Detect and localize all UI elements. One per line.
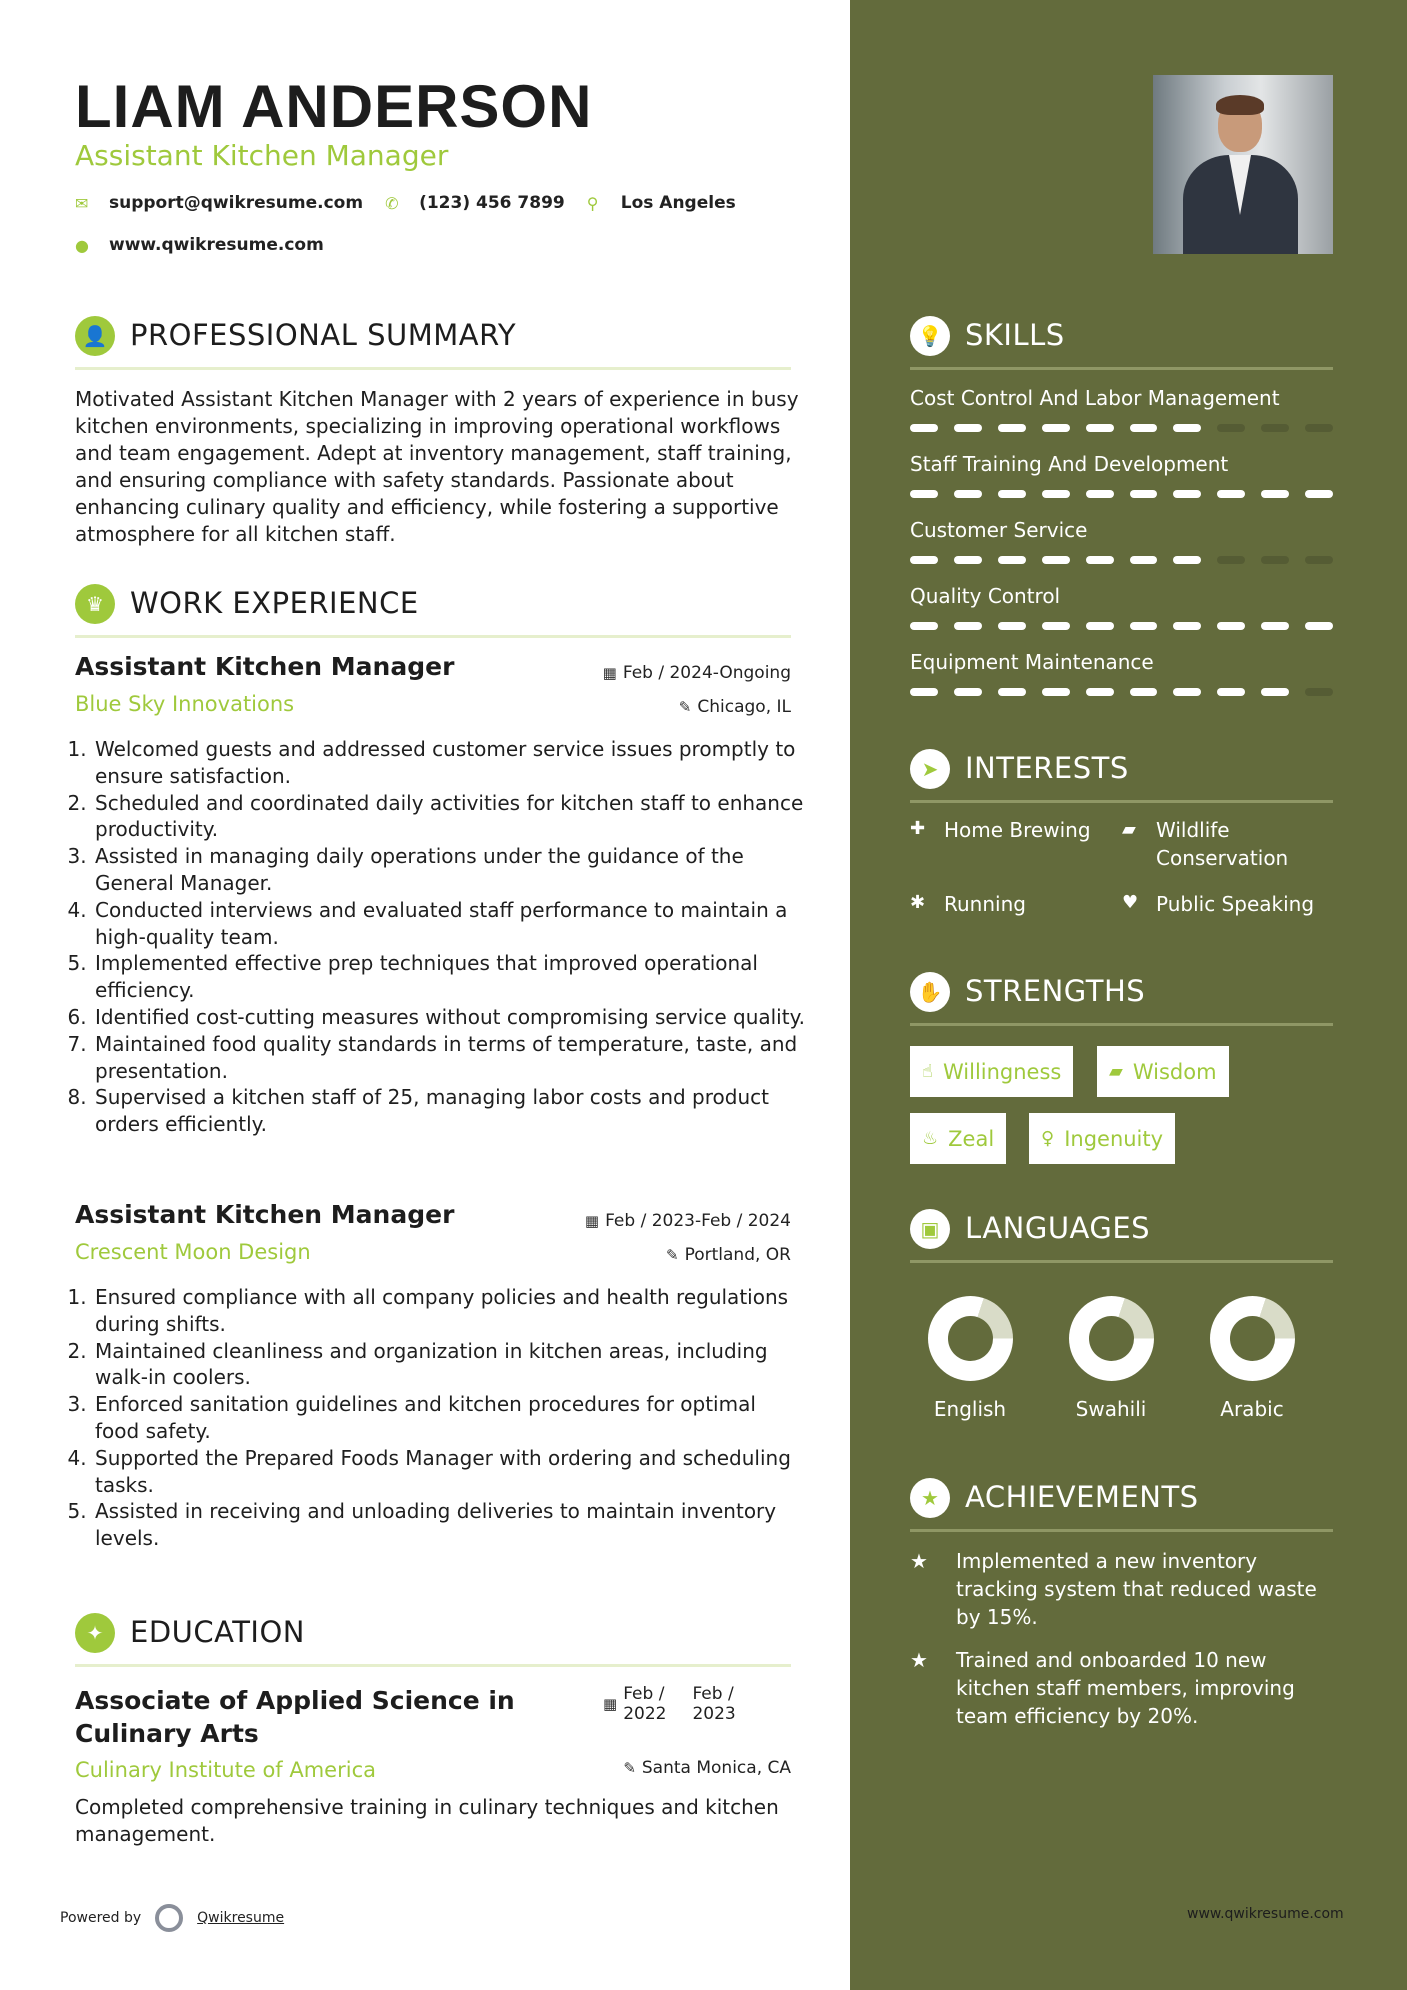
interest-item	[1122, 892, 1314, 916]
book-icon: ▰	[1109, 1061, 1123, 1082]
pushpin-icon: ✎	[623, 1759, 636, 1777]
language-item	[1041, 1296, 1181, 1421]
skill-item	[910, 584, 1333, 630]
skill-segment	[1305, 490, 1333, 498]
interest-label-line: Wildlife	[1156, 818, 1230, 842]
skill-segment	[954, 490, 982, 498]
skill-segment	[1217, 556, 1245, 564]
job-date	[585, 1211, 791, 1231]
interest-item	[910, 892, 1026, 916]
lightbulb-icon: ♀	[1041, 1128, 1055, 1149]
skill-segment	[1305, 556, 1333, 564]
list-item: 2. Maintained cleanliness and organization in kitchen areas, including walk-in coolers.	[93, 1338, 805, 1392]
date-end-line: Feb /	[692, 1684, 734, 1704]
phone[interactable]: (123) 456 7899	[419, 193, 565, 213]
language-level-ring	[1069, 1296, 1154, 1381]
skill-item	[910, 452, 1333, 498]
skill-segment	[1261, 622, 1289, 630]
strength-tag	[1029, 1113, 1175, 1164]
skill-segment	[954, 688, 982, 696]
skills-heading	[910, 310, 1333, 370]
date-end	[692, 1684, 735, 1724]
brand-link[interactable]: Qwikresume	[197, 1910, 285, 1926]
languages-heading-label: LANGUAGES	[965, 1211, 1151, 1245]
envelope-icon: ✉	[75, 193, 89, 213]
website-row	[75, 235, 346, 255]
skill-segment	[910, 556, 938, 564]
skill-segment	[1086, 622, 1114, 630]
language-level-ring	[1210, 1296, 1295, 1381]
skill-segment	[1086, 490, 1114, 498]
skill-name: Customer Service	[910, 518, 1088, 542]
list-item: 4. Supported the Prepared Foods Manager with ordering and scheduling tasks.	[93, 1445, 805, 1499]
globe-icon: ●	[75, 235, 89, 255]
skill-segment	[910, 688, 938, 696]
interest-label: Public Speaking	[1156, 892, 1315, 916]
skill-segment	[1042, 688, 1070, 696]
skill-level-bar	[910, 688, 1333, 696]
language-item	[1182, 1296, 1322, 1421]
job-date-text: Feb / 2024-Ongoing	[622, 663, 791, 683]
skill-segment	[910, 490, 938, 498]
skill-segment	[1261, 490, 1289, 498]
paw-icon: ✱	[910, 892, 926, 913]
achievement-text: Implemented a new inventory tracking system that reduced waste by 15%.	[956, 1549, 1317, 1629]
strengths-heading-label: STRENGTHS	[965, 974, 1146, 1008]
skill-name: Equipment Maintenance	[910, 650, 1154, 674]
skill-segment	[1217, 622, 1245, 630]
skill-level-bar	[910, 622, 1333, 630]
pushpin-icon: ✎	[666, 1246, 679, 1264]
list-item: 1. Welcomed guests and addressed customer service issues promptly to ensure satisfaction.	[93, 736, 805, 790]
map-pin-icon: ⚲	[586, 193, 599, 213]
job-bullets	[75, 1284, 805, 1552]
skill-segment	[954, 622, 982, 630]
achievement-item	[910, 1646, 1340, 1730]
job-date	[603, 663, 791, 683]
language-card-icon: ▣	[910, 1209, 950, 1249]
interest-item	[910, 818, 1091, 842]
achievements-heading	[910, 1472, 1333, 1532]
education-date	[603, 1684, 736, 1724]
language-name: English	[933, 1397, 1007, 1421]
interest-label: Home Brewing	[944, 818, 1091, 842]
language-level-ring	[928, 1296, 1013, 1381]
book-icon: ▰	[1122, 819, 1136, 840]
skill-segment	[1086, 688, 1114, 696]
skill-segment	[1173, 622, 1201, 630]
skill-segment	[1173, 688, 1201, 696]
interest-label-line: Conservation	[1156, 846, 1289, 870]
thumbs-up-icon: ☝	[922, 1061, 933, 1082]
interests-heading	[910, 743, 1333, 803]
achievement-text: Trained and onboarded 10 new kitchen staff members, improving team efficiency by 20%.	[956, 1648, 1295, 1728]
profile-photo	[1153, 75, 1333, 254]
skill-segment	[1217, 490, 1245, 498]
skill-item	[910, 386, 1333, 432]
skill-segment	[1305, 688, 1333, 696]
qwikresume-logo-icon	[155, 1904, 183, 1932]
footer-credit	[60, 1904, 284, 1932]
skill-level-bar	[910, 490, 1333, 498]
achievement-item	[910, 1547, 1340, 1631]
job-title: Assistant Kitchen Manager	[75, 652, 455, 681]
skill-segment	[954, 556, 982, 564]
strengths-heading	[910, 966, 1333, 1026]
school-location-text: Santa Monica, CA	[641, 1758, 791, 1778]
list-item: 3. Assisted in managing daily operations under the guidance of the General Manager.	[93, 843, 805, 897]
skill-segment	[998, 556, 1026, 564]
skills-heading-label: SKILLS	[965, 318, 1065, 352]
summary-heading-label: PROFESSIONAL SUMMARY	[130, 318, 517, 352]
degree-line: Associate of Applied Science in	[75, 1686, 515, 1715]
candidate-name: LIAM ANDERSON	[75, 73, 593, 140]
email[interactable]: support@qwikresume.com	[109, 193, 364, 213]
star-icon: ★	[910, 1549, 928, 1573]
skill-segment	[998, 490, 1026, 498]
summary-heading	[75, 310, 791, 370]
company-name: Crescent Moon Design	[75, 1240, 311, 1264]
strength-label: Wisdom	[1132, 1059, 1217, 1084]
star-icon: ★	[910, 1648, 928, 1672]
skill-segment	[1305, 424, 1333, 432]
skill-name: Cost Control And Labor Management	[910, 386, 1280, 410]
skill-segment	[910, 424, 938, 432]
hand-icon: ✋	[910, 972, 950, 1012]
calendar-icon: ▦	[603, 1695, 618, 1713]
list-item: 5. Implemented effective prep techniques that improved operational efficiency.	[93, 950, 805, 1004]
job-title: Assistant Kitchen Manager	[75, 1200, 455, 1229]
summary-text: Motivated Assistant Kitchen Manager with 2 years of experience in busy kitchen environments, specializing in improving operational workflows and team engagement. Adept at inventory management, staff training, and ensuring compliance with safety standards. Passionate about enhancing culinary quality and efficiency, while fostering a supportive atmosphere for all kitchen staff.	[75, 387, 799, 546]
interest-item	[1122, 816, 1288, 872]
website[interactable]: www.qwikresume.com	[109, 235, 324, 255]
skill-segment	[1217, 424, 1245, 432]
skill-segment	[1261, 688, 1289, 696]
location: Los Angeles	[620, 193, 736, 213]
skill-segment	[1173, 556, 1201, 564]
education-heading	[75, 1607, 791, 1667]
list-item: 4. Conducted interviews and evaluated staff performance to maintain a high-quality team.	[93, 897, 805, 951]
strength-tag	[1097, 1046, 1229, 1097]
job-date-text: Feb / 2023-Feb / 2024	[605, 1211, 791, 1231]
skill-segment	[1217, 688, 1245, 696]
skill-name: Quality Control	[910, 584, 1061, 608]
skill-segment	[998, 424, 1026, 432]
skill-segment	[998, 688, 1026, 696]
chair-icon: ♛	[75, 584, 115, 624]
paper-plane-icon: ➤	[910, 749, 950, 789]
heartbeat-icon: ♥	[1122, 892, 1139, 913]
experience-heading	[75, 578, 791, 638]
list-item: 1. Ensured compliance with all company policies and health regulations during shifts.	[93, 1284, 805, 1338]
calendar-icon: ▦	[584, 1212, 600, 1230]
skill-segment	[1042, 556, 1070, 564]
strength-tag	[910, 1113, 1006, 1164]
skill-name: Staff Training And Development	[910, 452, 1229, 476]
footer-website[interactable]: www.qwikresume.com	[1187, 1906, 1344, 1922]
job-location	[666, 1245, 791, 1265]
languages-heading	[910, 1203, 1333, 1263]
language-name: Swahili	[1075, 1397, 1147, 1421]
skill-segment	[1130, 688, 1158, 696]
calendar-icon: ▦	[602, 664, 617, 682]
skill-level-bar	[910, 556, 1333, 564]
fire-icon: ♨	[922, 1128, 939, 1149]
date-end-line: 2023	[692, 1704, 736, 1724]
list-item: 5. Assisted in receiving and unloading deliveries to maintain inventory levels.	[93, 1498, 805, 1552]
user-icon: 👤	[75, 316, 115, 356]
skill-level-bar	[910, 424, 1333, 432]
interests-heading-label: INTERESTS	[965, 751, 1129, 785]
experience-heading-label: WORK EXPERIENCE	[130, 586, 419, 620]
language-item	[900, 1296, 1040, 1421]
interest-label	[1156, 816, 1288, 872]
skill-segment	[1042, 490, 1070, 498]
skill-segment	[1261, 424, 1289, 432]
education-description: Completed comprehensive training in culinary techniques and kitchen management.	[75, 1795, 779, 1846]
school-location	[623, 1758, 791, 1778]
job-location-text: Portland, OR	[684, 1245, 791, 1265]
list-item: 6. Identified cost-cutting measures without compromising service quality.	[93, 1004, 805, 1031]
school-name: Culinary Institute of America	[75, 1758, 376, 1782]
skill-item	[910, 518, 1333, 564]
strength-tag	[910, 1046, 1073, 1097]
strength-label: Zeal	[948, 1126, 995, 1151]
skill-segment	[1130, 622, 1158, 630]
interest-label: Running	[944, 892, 1026, 916]
skill-segment	[998, 622, 1026, 630]
lightbulb-icon: 💡	[910, 316, 950, 356]
skill-segment	[1130, 424, 1158, 432]
star-icon: ★	[910, 1478, 950, 1518]
skill-segment	[1173, 424, 1201, 432]
skill-segment	[1130, 490, 1158, 498]
list-item: 3. Enforced sanitation guidelines and kitchen procedures for optimal food safety.	[93, 1391, 805, 1445]
list-item: 2. Scheduled and coordinated daily activities for kitchen staff to enhance productivity.	[93, 790, 805, 844]
achievements-heading-label: ACHIEVEMENTS	[965, 1480, 1199, 1514]
list-item: 8. Supervised a kitchen staff of 25, managing labor costs and product orders efficiently.	[93, 1084, 805, 1138]
date-start-line: 2022	[623, 1704, 667, 1724]
contact-row	[75, 193, 758, 213]
date-start-line: Feb /	[623, 1684, 665, 1704]
skill-segment	[1042, 622, 1070, 630]
job-location	[679, 697, 791, 717]
puzzle-icon: ✚	[910, 818, 926, 839]
phone-icon: ✆	[385, 193, 399, 213]
degree	[75, 1684, 515, 1750]
skill-segment	[1130, 556, 1158, 564]
powered-by-label: Powered by	[60, 1910, 142, 1926]
list-item: 7. Maintained food quality standards in terms of temperature, taste, and presentation.	[93, 1031, 805, 1085]
skill-segment	[1305, 622, 1333, 630]
skill-segment	[1173, 490, 1201, 498]
language-name: Arabic	[1220, 1397, 1284, 1421]
skill-segment	[954, 424, 982, 432]
skill-segment	[1086, 424, 1114, 432]
education-heading-label: EDUCATION	[130, 1615, 306, 1649]
skill-item	[910, 650, 1333, 696]
candidate-title: Assistant Kitchen Manager	[75, 139, 449, 172]
skill-segment	[1086, 556, 1114, 564]
job-location-text: Chicago, IL	[697, 697, 791, 717]
skill-segment	[1261, 556, 1289, 564]
company-name: Blue Sky Innovations	[75, 692, 295, 716]
skill-segment	[1042, 424, 1070, 432]
degree-line: Culinary Arts	[75, 1719, 259, 1748]
skill-segment	[910, 622, 938, 630]
strength-label: Willingness	[942, 1059, 1062, 1084]
date-start	[623, 1684, 666, 1724]
pushpin-icon: ✎	[678, 698, 692, 716]
strength-label: Ingenuity	[1064, 1126, 1164, 1151]
job-bullets	[75, 736, 805, 1138]
graduation-icon: ✦	[75, 1613, 115, 1653]
